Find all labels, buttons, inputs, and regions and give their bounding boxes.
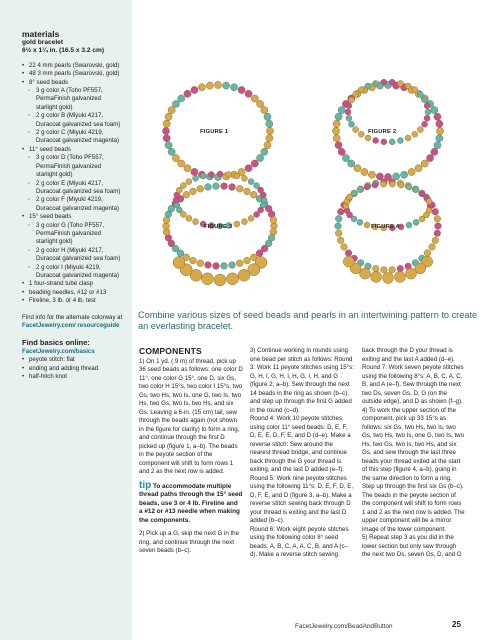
bead: [434, 215, 441, 222]
bead: [335, 215, 342, 222]
bead: [337, 237, 344, 244]
bead: [168, 107, 175, 114]
list-item: • 8° seed beads: [22, 79, 124, 87]
bead: [361, 168, 368, 175]
bead: [206, 82, 213, 89]
bead: [412, 131, 418, 137]
bead: [256, 100, 263, 107]
bead: [357, 187, 363, 193]
bead: [348, 97, 354, 103]
figure-4-label: FIGURE 4: [371, 224, 400, 230]
bead: [191, 168, 198, 175]
bead: [245, 90, 252, 97]
bead-figures: [136, 0, 491, 310]
column-3: [362, 347, 466, 560]
bead: [221, 183, 228, 190]
bead: [358, 131, 364, 137]
basics-link[interactable]: FacetJewelry.com/basics: [22, 347, 95, 355]
step-1-text: 1) On 1 yd. (.9 m) of thread, pick up 36 seed beads as follows: one color D 11°, one color G 15°, one D, six Gs, two color H 15°s, two color I 15°s, two Gs, two Hs, two Is, one G, two Is, two Hs, two Gs, two Is, two Hs, and six Gs. Leaving a 6-in. (15 cm) tail, sew through the beads again (not shown in the figure for clarity) to form a ring, and continue through the first D picked up (figure 1, a–b). The beads in the peyote section of the component will shift to form rows 1 and 2 as the next row is added.: [139, 357, 243, 475]
bead: [425, 109, 431, 115]
bead: [234, 221, 240, 227]
round-6-text: Round 6: Work eight peyote stitches using the following color 8° seed beads: A, B, C, A, A, C, B, and A (c–d). Make a reverse stitch sewing: [250, 525, 349, 558]
bead: [184, 90, 191, 97]
bead: [381, 79, 387, 85]
bead: [178, 160, 185, 167]
pearl: [238, 269, 250, 281]
bead: [162, 127, 169, 134]
bead: [432, 208, 439, 215]
bead: [429, 244, 436, 251]
bead: [248, 215, 254, 221]
bead: [389, 267, 396, 274]
bead: [345, 250, 352, 257]
bead: [180, 183, 186, 189]
bead: [172, 100, 179, 107]
bead: [413, 187, 419, 193]
list-item: ◦ 2 g color E (Miyuki 4217, Duracoat galvanized sea foam): [22, 180, 124, 197]
bead: [254, 211, 260, 217]
bead: [351, 190, 357, 196]
list-item: • half-hitch knot: [22, 373, 124, 381]
bead: [163, 135, 170, 142]
bead: [354, 165, 361, 172]
bead: [251, 160, 258, 167]
tip-text: To accommodate multiple thread paths through the 15° seed beads, use 3 or 4 lb. Fireline and a #12 or #13 needle when making the components.: [139, 482, 243, 524]
bead: [165, 113, 172, 120]
bead: [333, 120, 340, 127]
bead: [332, 127, 339, 134]
bead: [197, 185, 204, 192]
bead: [400, 171, 407, 178]
list-item: • beading needles, #12 or #13: [22, 289, 124, 297]
bead: [345, 109, 351, 115]
bead: [236, 260, 243, 267]
bead: [221, 262, 228, 269]
bead: [338, 107, 345, 114]
bead: [266, 120, 273, 127]
bead: [364, 222, 370, 228]
bead: [193, 219, 199, 225]
footer-url[interactable]: FacetJewelry.com/BeadAndButton: [295, 623, 393, 630]
bead: [256, 154, 263, 161]
bead: [381, 181, 387, 187]
bead: [357, 219, 363, 225]
alt-colorway-note: [22, 314, 124, 331]
bead: [168, 148, 175, 155]
pearl: [405, 268, 416, 279]
pearl: [226, 273, 238, 285]
bead: [264, 113, 271, 120]
bead: [373, 80, 379, 86]
bead: [424, 103, 430, 109]
pearl: [202, 273, 214, 285]
bead: [408, 168, 415, 175]
project-size: 6½ x 1¼ in. (16.5 x 3.2 cm): [22, 47, 105, 55]
bead: [271, 223, 278, 230]
bead: [270, 217, 277, 224]
bead: [229, 184, 236, 191]
bead: [412, 87, 418, 93]
step-3-text: 3) Continue working in rounds using one bead per stitch as follows: Round 3: Work 11 peyote stitches using 15°s: G, H, I, G, H, I, H, G, I, H, and G (figure 2, a–b). Sew through the next 14 beads in the ring as shown (b–c), and step up through the first G added in the round (c–d).: [250, 347, 354, 414]
bead: [348, 160, 355, 167]
list-item: • ending and adding thread: [22, 365, 124, 373]
bead: [333, 135, 340, 142]
bead: [335, 230, 342, 237]
bead: [422, 97, 428, 103]
list-item: ◦ 3 g color D (Toho PF557, PermaFinish galvanized starlight gold): [22, 154, 124, 179]
pearl: [394, 271, 405, 282]
bead: [436, 127, 443, 134]
bead: [261, 107, 268, 114]
bead: [184, 165, 191, 172]
bead: [256, 250, 263, 257]
bead: [436, 120, 443, 127]
bead: [389, 181, 395, 187]
bead: [421, 160, 428, 167]
bead: [431, 148, 438, 155]
bead: [397, 138, 403, 144]
bead: [261, 148, 268, 155]
bead: [346, 115, 352, 121]
bead: [335, 142, 342, 149]
bead: [346, 103, 352, 109]
bead: [406, 222, 412, 228]
bead: [436, 135, 443, 142]
bead: [214, 81, 221, 88]
step-2-text: 2) Pick up a G, skip the next G in the ring, and continue through the next seven beads (b–c).: [139, 530, 240, 554]
alt-colorway-text: Find info for the alternate colorway at: [22, 313, 123, 321]
bead: [337, 208, 344, 215]
bead: [244, 257, 251, 264]
bead: [241, 175, 247, 181]
list-item: • 11° seed beads: [22, 146, 124, 154]
page-number: 25: [452, 620, 461, 629]
figure-area: [136, 0, 491, 330]
bead: [365, 135, 371, 141]
bead: [413, 219, 419, 225]
bead: [241, 219, 247, 225]
list-item: ◦ 2 g color I (Miyuki 4219, Duracoat galvanized magenta): [22, 264, 124, 281]
list-item: • 15° seed beads: [22, 213, 124, 221]
bead: [389, 139, 395, 145]
bead: [229, 262, 236, 269]
bead: [163, 223, 170, 230]
bead: [217, 171, 223, 177]
list-item: ◦ 2 g color F (Miyuki 4219, Duracoat galvanized magenta): [22, 196, 124, 213]
list-item: ◦ 2 g color C (Miyuki 4219, Duracoat galvanized magenta): [22, 129, 124, 146]
bead: [376, 173, 383, 180]
figure-1-label: FIGURE 1: [200, 129, 229, 135]
bead: [417, 127, 423, 133]
bead: [432, 237, 439, 244]
bead: [190, 188, 197, 195]
bead: [335, 223, 342, 230]
round-7-text: Round 7: Work seven peyote stitches using the following 8°s: A, B, C, A, C, B, and A (e–f). Sew through the next two Ds, seven Gs, D, G (on the outside edge), and D as shown (f–g).: [362, 364, 464, 405]
bead: [365, 83, 371, 89]
step-4-text: 4) To work the upper section of the component, pick up 33 15°s as follows: six Gs, two Hs, two Is, two Gs, two Hs, two Is, one G, two Is, two Hs, two Gs, two Is, two Hs, and six Gs, and sew through the last three beads your thread exited at the start of this step (figure 4, a–b), going in the same direction to form a ring. Step up through the first six Gs (b–c). The beads in the peyote section of the component will shift to form rows 1 and 2 as the next row is added. The upper component will be a mirror image of the lower component.: [362, 406, 465, 533]
components-heading: COMPONENTS: [139, 346, 202, 356]
figure-3-label: FIGURE 3: [204, 224, 233, 230]
bead: [165, 142, 172, 149]
materials-heading: materials: [22, 29, 60, 39]
bead: [381, 139, 387, 145]
tip-box: [139, 479, 243, 526]
list-item: ◦ 2 g color H (Miyuki 4217, Duracoat galvanized sea foam): [22, 247, 124, 264]
bead: [368, 171, 375, 178]
bead: [422, 121, 428, 127]
bead: [372, 265, 379, 272]
figure-caption: Combine various sizes of seed beads and pearls in an intertwining pattern to create an everlasting bracelet.: [138, 310, 478, 331]
bead: [234, 173, 240, 179]
bead: [266, 127, 273, 134]
bead: [393, 173, 400, 180]
bead: [381, 267, 388, 274]
bead: [205, 262, 212, 269]
project-name: [22, 39, 124, 56]
bead: [223, 82, 230, 89]
bead: [434, 113, 441, 120]
tip-label: tip: [139, 479, 152, 491]
bead: [405, 135, 411, 141]
bead: [250, 191, 257, 198]
bead: [208, 171, 214, 177]
list-item: • 48 3 mm pearls (Swarovski, gold): [22, 70, 124, 78]
bead: [431, 107, 438, 114]
bead: [248, 179, 254, 185]
list-item: • Fireline, 3 lb. or 4 lb. test: [22, 297, 124, 305]
bead: [163, 120, 170, 127]
bead: [186, 179, 192, 185]
bead: [238, 86, 245, 93]
bead: [230, 84, 237, 91]
bead: [415, 165, 422, 172]
bead: [358, 87, 364, 93]
step-5-text: 5) Repeat step 3 as you did in the lower section but only sew through the next two Ds, seven Gs, D, and G: [362, 534, 462, 558]
bead: [405, 83, 411, 89]
list-item: • 22 4 mm pearls (Swarovski, gold): [22, 62, 124, 70]
bead: [348, 121, 354, 127]
bead: [372, 182, 378, 188]
bead: [213, 262, 220, 269]
bead: [389, 79, 395, 85]
bead: [426, 154, 433, 161]
bead: [213, 183, 220, 190]
bead: [236, 185, 243, 192]
list-item: • 1 four-strand tube clasp: [22, 280, 124, 288]
bead: [338, 148, 345, 155]
bead: [342, 154, 349, 161]
bead: [419, 216, 425, 222]
bead: [197, 260, 204, 267]
figure-2-label: FIGURE 2: [368, 129, 397, 135]
bead: [364, 184, 370, 190]
bead: [434, 230, 441, 237]
bead: [398, 182, 404, 188]
pearl: [214, 274, 226, 286]
round-4-text: Round 4: Work 10 peyote stitches using color 11° seed beads: D, E, F, D, E, E, D, F, E, and D (d–e). Make a reverse stitch: Sew around the nearest thread bridge, and continue back through the G your thread is exiting, and the last D added (e–f).: [250, 415, 351, 473]
bead: [245, 165, 252, 172]
pearl: [371, 271, 382, 282]
list-item: ◦ 2 g color B (Miyuki 4217, Duracoat galvanized sea foam): [22, 112, 124, 129]
materials-sidebar: [0, 0, 132, 640]
bead: [335, 113, 342, 120]
basics-heading: Find basics online:: [22, 338, 90, 348]
materials-list: [22, 62, 124, 306]
bead: [183, 191, 190, 198]
project-title: gold bracelet: [22, 39, 64, 46]
resourceguide-link[interactable]: FacetJewelry.com/ resourceguide: [22, 322, 120, 329]
bead: [226, 171, 232, 177]
bead: [424, 250, 431, 257]
list-item: • peyote stitch: flat: [22, 356, 124, 364]
bead: [426, 198, 432, 204]
bead: [190, 257, 197, 264]
bead: [193, 175, 199, 181]
bead: [397, 265, 404, 272]
basics-list: [22, 356, 124, 381]
bead: [200, 173, 206, 179]
pearl: [343, 256, 354, 267]
pearl: [173, 257, 185, 269]
bead: [353, 91, 359, 97]
bead: [186, 215, 192, 221]
column-1: [139, 347, 243, 556]
list-item: ◦ 3 g color G (Toho PF557, PermaFinish galvanized starlight gold): [22, 222, 124, 247]
bead: [264, 142, 271, 149]
bead: [244, 188, 251, 195]
bead: [373, 138, 379, 144]
bead: [424, 115, 430, 121]
bead: [406, 184, 412, 190]
bead: [191, 86, 198, 93]
bead: [172, 154, 179, 161]
bead: [205, 184, 212, 191]
bead: [353, 127, 359, 133]
round-6-cont-text: back through the D your thread is exiting and the last A added (d–e).: [362, 347, 455, 363]
bead: [341, 244, 348, 251]
column-2: [250, 347, 354, 560]
bead: [266, 135, 273, 142]
bead: [163, 229, 170, 236]
pearl: [383, 273, 394, 284]
list-item: ◦ 3 g color A (Toho PF557, PermaFinish galvanized starlight gold): [22, 87, 124, 112]
bead: [417, 91, 423, 97]
bead: [198, 84, 205, 91]
bead: [178, 95, 185, 102]
bead: [260, 192, 266, 198]
round-5-text: Round 5: Work nine peyote stitches using the following 11°s: D, E, F, D, E, D, F, E, and D (figure 3, a–b). Make a reverse stitch sewing back through D your thread is exiting and the last D added (b–c).: [250, 474, 354, 524]
bead: [251, 95, 258, 102]
bead: [397, 80, 403, 86]
bead: [435, 223, 442, 230]
bead: [434, 142, 441, 149]
